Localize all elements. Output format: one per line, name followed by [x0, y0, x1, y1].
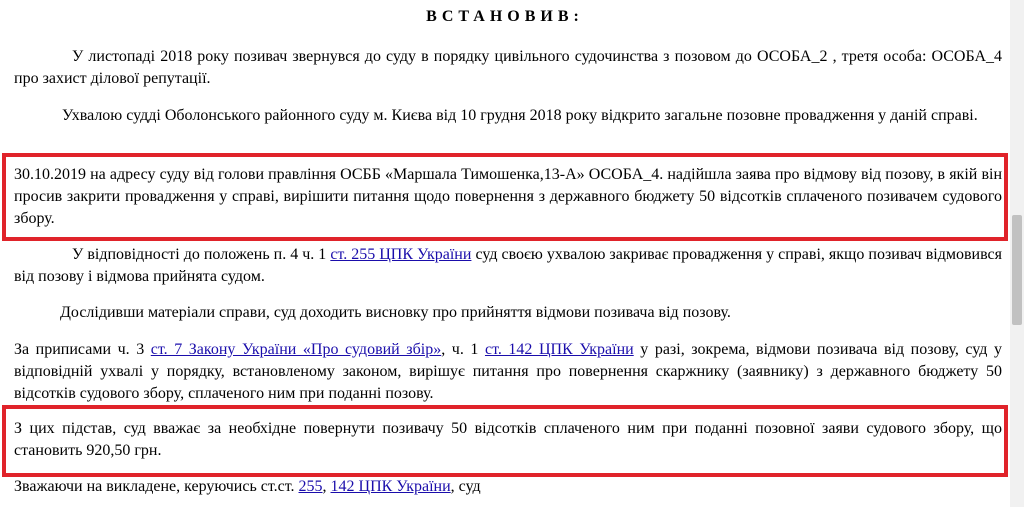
vertical-scrollbar[interactable]: [1010, 0, 1024, 507]
paragraph-ruling: Ухвалою судді Оболонського районного суду м. Києва від 10 грудня 2018 року відкрито загальне позовне провадження у даній справі.: [62, 107, 978, 124]
link-art-255-cpc[interactable]: ст. 255 ЦПК України: [330, 246, 472, 263]
text-span: У відповідності до положень п. 4 ч. 1: [72, 246, 331, 263]
text-span: , суд: [450, 478, 481, 495]
clipped-region: [0, 476, 1010, 507]
paragraph-refund-decision: З цих підстав, суд вважає за необхідне повернути позивачу 50 відсотків сплаченого ним при поданні позовної заяви судового збору, що становить 920,50 грн.: [14, 420, 1002, 459]
text-span: За приписами ч. 3: [14, 341, 151, 358]
section-heading: ВСТАНОВИВ:: [426, 8, 584, 25]
paragraph-court-fee-law: [14, 339, 1002, 405]
text-span: Зважаючи на викладене, керуючись ст.ст.: [14, 478, 299, 495]
link-142-cpc[interactable]: 142 ЦПК України: [330, 478, 451, 495]
link-art-255[interactable]: 255: [298, 478, 323, 495]
link-art-142-cpc[interactable]: ст. 142 ЦПК України: [484, 341, 634, 358]
paragraph-filing: У листопаді 2018 року позивач звернувся до суду в порядку цивільного судочинства з позовом до ОСОБА_2 , третя особа: ОСОБА_4 про захист ділової репутації.: [14, 48, 1002, 87]
paragraph-guided-by: [14, 476, 1002, 498]
link-art-7-court-fee-law[interactable]: ст. 7 Закону України «Про судовий збір»: [150, 341, 442, 358]
scrollbar-thumb[interactable]: [1012, 215, 1022, 325]
text-span: , ч. 1: [441, 341, 485, 358]
text-span: у разі, зокрема, відмови позивача від позову, суд у відповідній ухвалі у порядку, встановленому законом, вирішує питання про повернення скаржнику (заявнику) з державного бюджету 50 відсотків судового збору, сплаченого ним при поданні позову.: [14, 341, 1003, 402]
text-span: ,: [322, 478, 331, 495]
paragraph-legal-basis: [14, 244, 1002, 288]
text-span: суд своєю ухвалою закриває провадження у справі, якщо позивач відмовився від позову і відмова прийнята судом.: [14, 246, 1003, 285]
paragraph-conclusion: Дослідивши матеріали справи, суд доходить висновку про прийняття відмови позивача від позову.: [60, 304, 731, 321]
paragraph-withdrawal-application: 30.10.2019 на адресу суду від голови правління ОСББ «Маршала Тимошенка,13-А» ОСОБА_4. надійшла заява про відмову від позову, в якій він просив закрити провадження у справі, вирішити питання щодо повернення з державного бюджету 50 відсотків сплаченого позивачем судового збору.: [14, 166, 1002, 227]
